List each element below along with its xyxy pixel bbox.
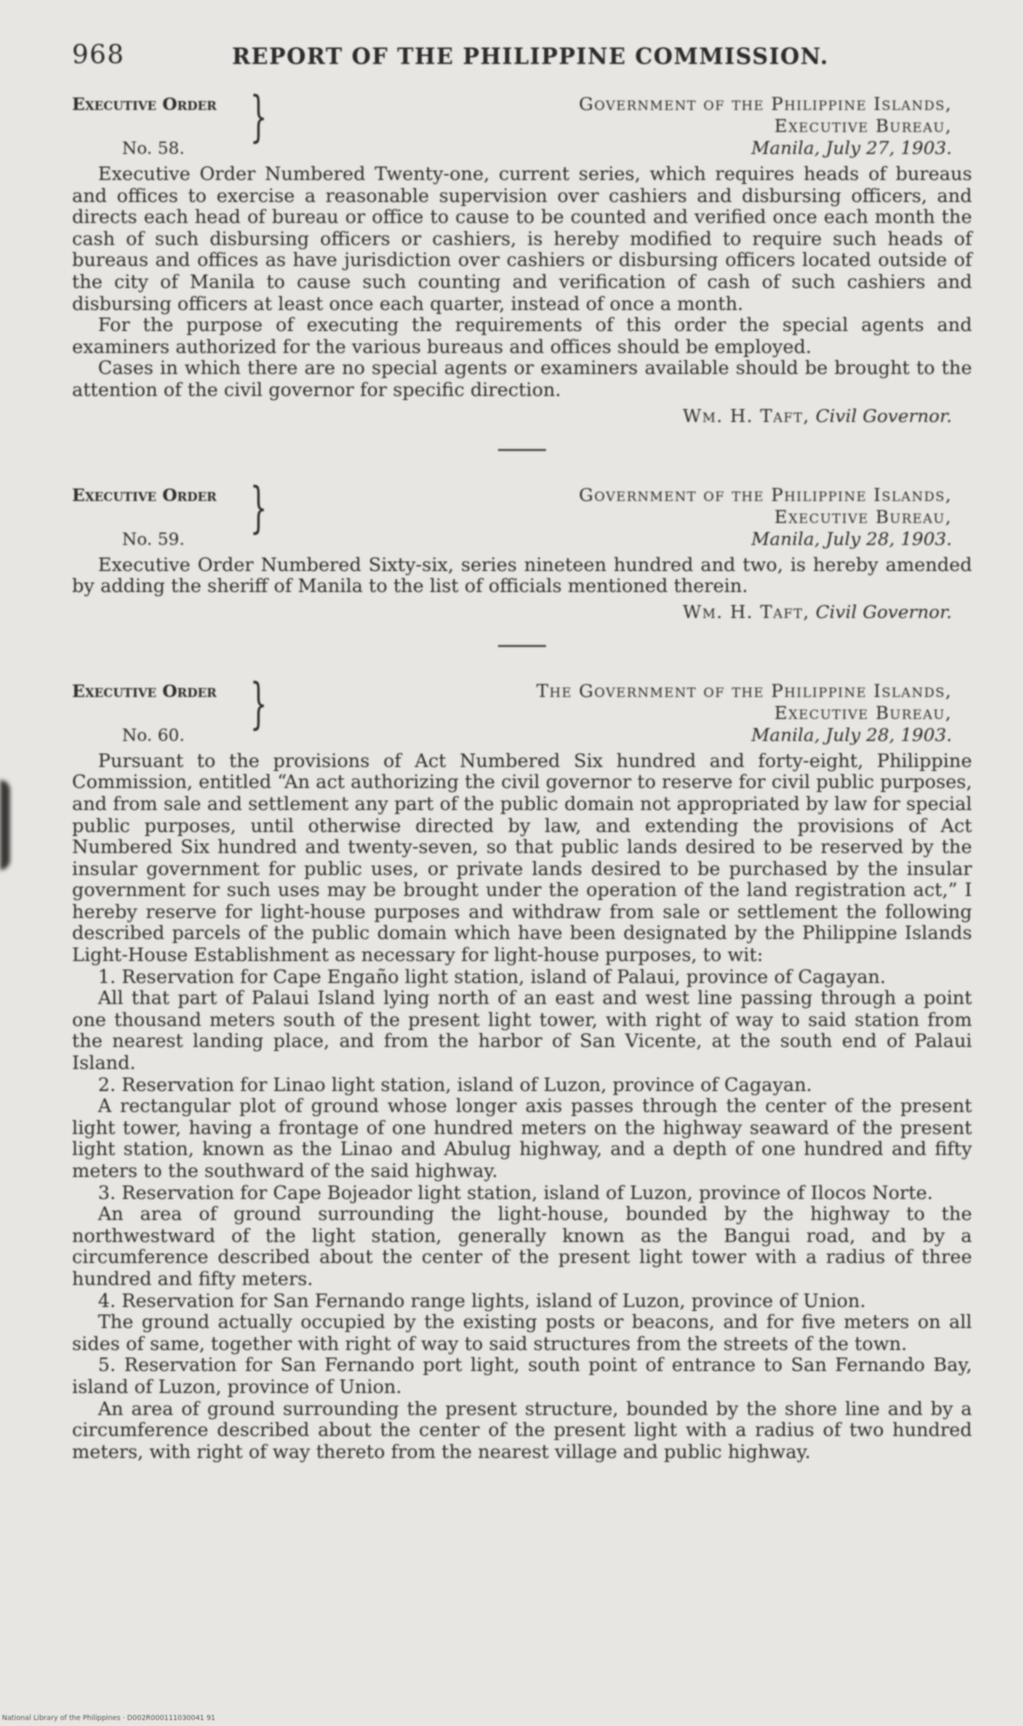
scan-binding-edge xyxy=(0,780,10,870)
reservation-description: An area of ground surrounding the present structure, bounded by the shore line and by a circumference described about the center of the present light with a radius of two hundred meters, with right of way thereto from the nearest village and public highway. xyxy=(72,1398,972,1463)
order-label xyxy=(72,94,217,161)
reservation-heading: 5. Reservation for San Fernando port light, south point of entrance to San Fernando Bay, island of Luzon, province of Union. xyxy=(72,1355,972,1398)
signature-title: Civil Governor. xyxy=(815,405,952,427)
bureau-name: Executive Bureau, xyxy=(774,116,952,137)
bureau-name: Executive Bureau, xyxy=(774,506,952,528)
executive-order-60 xyxy=(72,671,972,1464)
order-heading xyxy=(72,671,972,751)
order-date: Manila, July 28, 1903. xyxy=(751,528,952,550)
reservation-description: An area of ground surrounding the light-house, bounded by the highway to the northwestward of the light station, generally known as the Bangui road, and by a circumference described about the center of the present light tower with a radius of three hundred and fifty meters. xyxy=(72,1204,972,1290)
paragraph: Pursuant to the provisions of Act Numbered Six hundred and forty-eight, Philippine Commission, entitled “An act authorizing the civil governor to reserve for civil public purposes, and from sale and settlement any part of the public domain not appropriated by law for special public purposes, until otherwise directed by law, and extending the provisions of Act Numbered Six hundred and twenty-seven, so that public lands desired to be reserved by the insular government for public uses, or private lands desired to be purchased by the insular government for such uses may be brought under the operation of the land registration act,” I hereby reserve for light-house purposes and withdraw from sale or settlement the following described parcels of the public domain which have been designated by the Philippine Islands Light-House Establishment as necessary for light-house purposes, to wit: xyxy=(72,750,972,967)
page-number: 968 xyxy=(72,40,125,70)
signature-name: Wm. H. Taft, xyxy=(682,405,810,427)
paragraph: Executive Order Numbered Sixty-six, series nineteen hundred and two, is hereby amended by adding the sheriff of Manila to the list of officials mentioned therein. xyxy=(72,554,972,598)
paragraph: For the purpose of executing the requirements of this order the special agents and examiners authorized for the various bureaus and offices should be employed. xyxy=(72,315,972,358)
scan-source-note: National Library of the Philippines · D002R000111030041 91 xyxy=(2,1714,216,1722)
paragraph: Cases in which there are no special agents or examiners available should be brought to the attention of the civil governor for specific direction. xyxy=(72,358,972,401)
signature xyxy=(72,406,972,427)
reservation-heading: 2. Reservation for Linao light station, island of Luzon, province of Cagayan. xyxy=(98,1074,813,1096)
order-date: Manila, July 28, 1903. xyxy=(751,724,952,746)
order-label xyxy=(72,681,217,748)
reservation-description: All that part of Palaui Island lying north of an east and west line passing through a point one thousand meters south of the present light tower, with right of way to said station from the nearest landing place, and from the harbor of San Vicente, at the south end of Palaui Island. xyxy=(72,988,972,1075)
executive-order-58 xyxy=(72,85,972,427)
government-name: The Government of the Philippine Islands, xyxy=(536,680,952,702)
order-number: No. 60. xyxy=(122,725,185,746)
government-name: Government of the Philippine Islands, xyxy=(578,94,952,115)
order-number: No. 59. xyxy=(122,529,185,550)
signature-name: Wm. H. Taft, xyxy=(682,601,810,623)
order-heading xyxy=(72,475,972,555)
reservation-description: A rectangular plot of ground whose longer axis passes through the center of the present light tower, having a frontage of one hundred meters on the highway seaward of the present light station, known as the Linao and Abulug highway, and a depth of one hundred and fifty meters to the southward of the said highway. xyxy=(72,1096,972,1182)
brace-glyph: } xyxy=(250,85,268,148)
order-label xyxy=(72,485,217,552)
order-label-text: Executive Order xyxy=(72,95,217,115)
order-date: Manila, July 27, 1903. xyxy=(751,138,952,159)
document-page xyxy=(72,40,972,1473)
running-title: REPORT OF THE PHILIPPINE COMMISSION. xyxy=(232,44,829,70)
order-label-text: Executive Order xyxy=(72,485,217,506)
reservation-heading: 3. Reservation for Cape Bojeador light station, island of Luzon, province of Ilocos Norte. xyxy=(98,1182,933,1204)
section-divider xyxy=(498,645,546,647)
running-head xyxy=(72,40,972,74)
order-place-date xyxy=(579,485,952,551)
section-divider xyxy=(498,449,546,451)
paragraph: Executive Order Numbered Twenty-one, current series, which requires heads of bureaus and offices to exercise a reasonable supervision over cashiers and disbursing officers, and directs each head of bureau or office to cause to be counted and verified once each month the cash of such disbursing officers or cashiers, is hereby modified to require such heads of bureaus and offices as have jurisdiction over cashiers or disbursing officers located outside of the city of Manila to cause such counting and verification of cash of such cashiers and disbursing officers at least once each quarter, instead of once a month. xyxy=(72,164,972,315)
government-name: Government of the Philippine Islands, xyxy=(578,484,952,506)
brace-glyph: } xyxy=(250,475,268,539)
order-number: No. 58. xyxy=(122,139,185,159)
order-place-date xyxy=(579,94,952,160)
executive-order-59 xyxy=(72,475,972,623)
order-place-date xyxy=(536,681,952,747)
reservation-heading: 4. Reservation for San Fernando range lights, island of Luzon, province of Union. xyxy=(98,1290,866,1312)
reservation-description: The ground actually occupied by the existing posts or beacons, and for five meters on all sides of same, together with right of way to said structures from the streets of the town. xyxy=(72,1312,972,1355)
brace-glyph: } xyxy=(250,671,268,735)
signature-title: Civil Governor. xyxy=(815,601,952,623)
signature xyxy=(72,602,972,623)
order-heading xyxy=(72,85,972,164)
reservation-heading: 1. Reservation for Cape Engaño light station, island of Palaui, province of Cagayan. xyxy=(98,966,886,988)
order-label-text: Executive Order xyxy=(72,681,217,702)
bureau-name: Executive Bureau, xyxy=(774,702,952,724)
